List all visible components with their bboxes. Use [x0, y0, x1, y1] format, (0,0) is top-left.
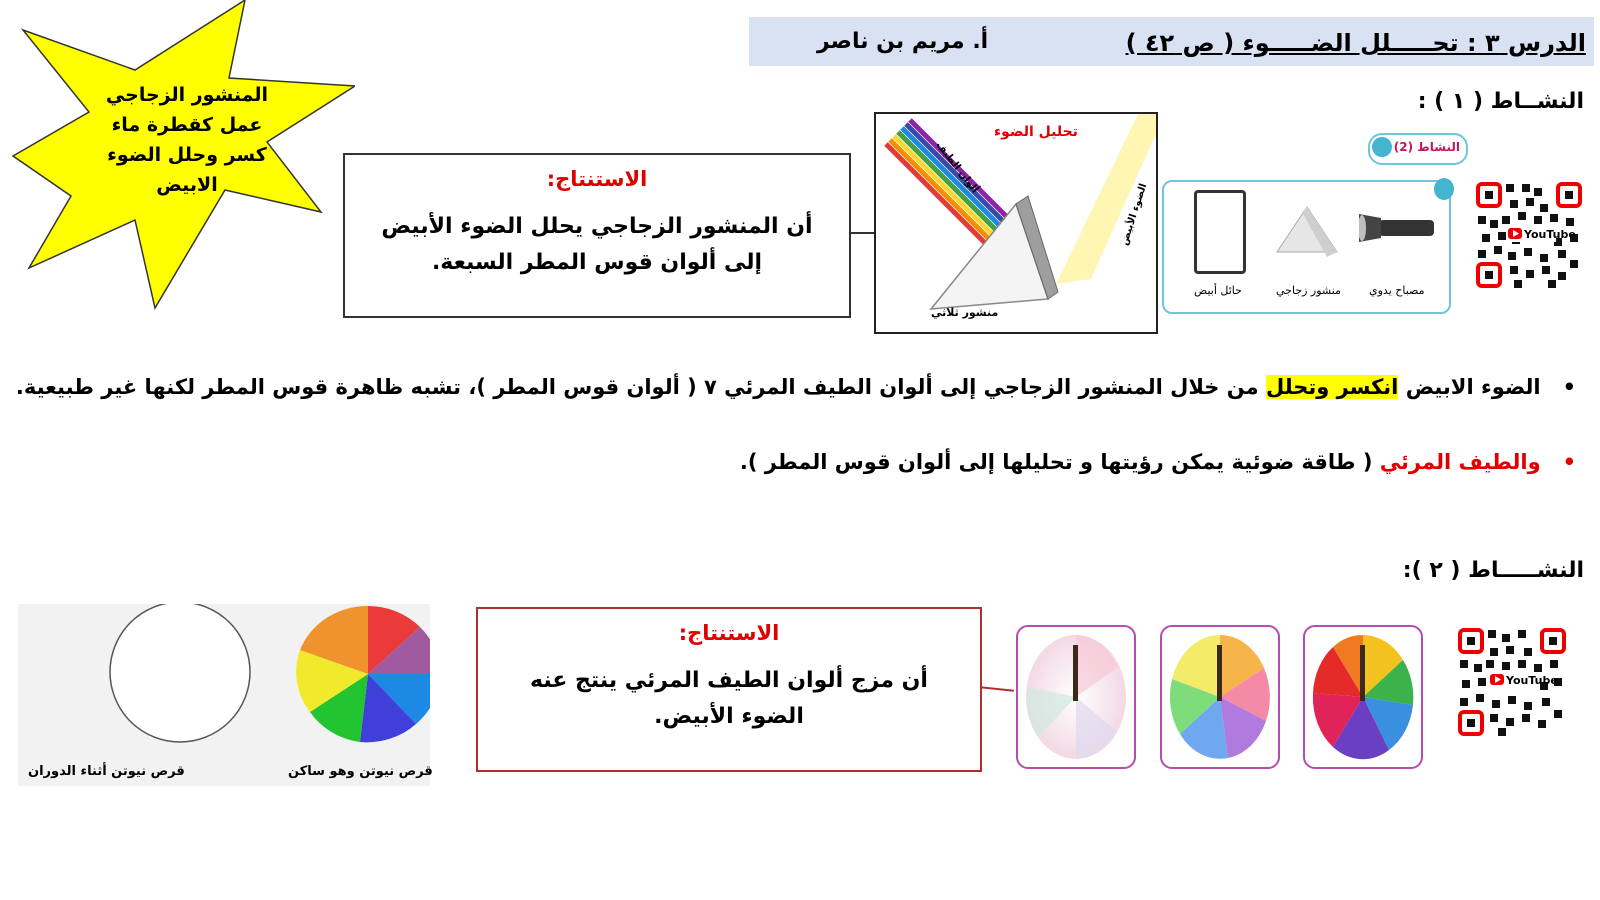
activity-1-label: النشــاط ( ١ ) :	[1417, 89, 1584, 114]
prism-label: منشور ثلاثي	[931, 306, 999, 319]
activity-2-label: النشـــــاط ( ٢ ):	[1402, 558, 1584, 583]
bullet-1-part2: من خلال المنشور الزجاجي إلى ألوان الطيف المرئي ٧ ( ألوان قوس المطر )، تشبه ظاهرة قوس المطر لكنها غير طبيعية.	[15, 375, 1266, 399]
bullet-2	[740, 450, 1576, 474]
prism-illustration	[876, 114, 1156, 332]
white-light-label: الضوء الأبيض	[1118, 182, 1150, 247]
tool-flashlight: مصباح يدوي	[1369, 284, 1425, 297]
bullet-dot-2: •	[1540, 450, 1576, 474]
lesson-title: الدرس ٣ : تحـــــلل الضـــــوء ( ص ٤٢ )	[1125, 29, 1586, 57]
star-line-2: عمل كقطرة ماء	[111, 114, 263, 136]
flask-icon	[1434, 178, 1454, 200]
star-line-4: الابيض	[156, 174, 218, 196]
tools-badge-label: النشاط (2)	[1393, 140, 1460, 154]
bullet-2-red: والطيف المرئي	[1379, 450, 1541, 474]
conclusion-title-2: الاستنتاج:	[678, 621, 780, 645]
star-line-1: المنشور الزجاجي	[105, 84, 269, 106]
prism-title: تحليل الضوء	[994, 124, 1078, 140]
tool-prism: منشور زجاجي	[1276, 284, 1341, 297]
prism-image	[874, 112, 1158, 334]
disk-color-blur	[1162, 627, 1278, 767]
connector-line-2	[980, 686, 1014, 692]
disk-frame-blurred-color	[1160, 625, 1280, 769]
glass-prism-icon	[1272, 202, 1342, 262]
spectrum-label: ألوان الطيف	[933, 139, 981, 196]
qr-code-2[interactable]	[1456, 626, 1568, 738]
conclusion-title-1: الاستنتاج:	[546, 167, 648, 191]
conclusion-text-1: أن المنشور الزجاجي يحلل الضوء الأبيض إلى ألوان قوس المطر السبعة.	[381, 214, 813, 275]
lesson-header	[749, 17, 1594, 66]
youtube-label-2: YouTube	[1506, 674, 1558, 687]
flashlight-icon	[1359, 210, 1439, 250]
white-screen-icon	[1194, 190, 1246, 274]
qr-code-1[interactable]	[1474, 180, 1584, 290]
disk-frame-blurred-white	[1016, 625, 1136, 769]
bullet-1-highlight: انكسر وتحلل	[1265, 375, 1399, 399]
newton-static-caption: قرص نيوتن وهو ساكن	[288, 764, 433, 779]
bullet-2-rest: ( طاقة ضوئية يمكن رؤيتها و تحليلها إلى ألوان قوس المطر ).	[739, 450, 1380, 474]
teacher-name: أ. مريم بن ناصر	[817, 29, 989, 54]
conclusion-box-2	[476, 607, 982, 772]
bullet-dot-1: •	[1540, 375, 1576, 399]
youtube-label-1: YouTube	[1524, 228, 1576, 241]
connector-line-1	[849, 232, 875, 234]
magnifier-icon	[1372, 137, 1392, 157]
star-text	[97, 80, 277, 200]
newton-disks-svg	[18, 604, 430, 786]
conclusion-box-1	[343, 153, 851, 318]
tools-panel	[1162, 180, 1451, 314]
tool-screen: حائل أبيض	[1194, 284, 1242, 297]
disk-frame-static	[1303, 625, 1423, 769]
newton-rotating-caption: قرص نيوتن أثناء الدوران	[28, 764, 185, 779]
tools-badge	[1368, 133, 1468, 165]
starburst-callout	[5, 0, 355, 310]
disk-static	[1305, 627, 1421, 767]
newton-disk-image	[18, 604, 433, 786]
conclusion-text-2: أن مزج ألوان الطيف المرئي ينتج عنه الضوء الأبيض.	[530, 668, 928, 729]
bullet-1	[16, 375, 1576, 399]
star-line-3: كسر وحلل الضوء	[107, 144, 267, 166]
disk-white-blur	[1018, 627, 1134, 767]
bullet-1-part1: الضوء الابيض	[1398, 375, 1541, 399]
